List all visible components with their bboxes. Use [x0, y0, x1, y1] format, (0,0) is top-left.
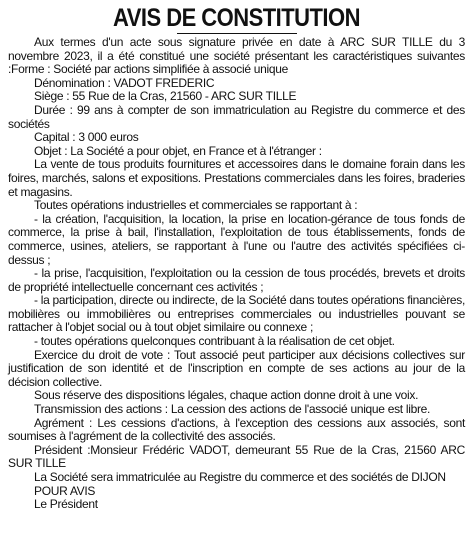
title-underline: [177, 33, 297, 34]
notice-paragraph-droit-vote: Exercice du droit de vote : Tout associé peut participer aux décisions collectives sur justification de son identité et de l'inscription en compte de ses actions au jour de la décision collective.: [8, 347, 465, 389]
notice-paragraph-president: Président :Monsieur Frédéric VADOT, demeurant 55 Rue de la Cras, 21560 ARC SUR TILLE: [8, 442, 465, 471]
notice-paragraph-procedes: - la prise, l'acquisition, l'exploitation ou la cession de tous procédés, brevets et droits de propriété intellectuelle concernant ces activités ;: [8, 266, 465, 294]
notice-paragraph-voix: Sous réserve des dispositions légales, chaque action donne droit à une voix.: [34, 388, 419, 403]
notice-paragraph-operations: Toutes opérations industrielles et commerciales se rapportant à :: [34, 198, 358, 213]
notice-paragraph-creation: - la création, l'acquisition, la location, la prise en location-gérance de tous fonds de commerce, la prise à bail, l'installation, l'exploitation de tous établissements, fonds de commerce, usines, ateliers, se rapportant à l'une ou l'autre des activités spécifiées ci-dessus ;: [8, 211, 465, 267]
notice-paragraph-vente: La vente de tous produits fournitures et accessoires dans le domaine forain dans les foires, marchés, salons et expositions. Prestations commerciales dans les foires, braderies et magasins.: [8, 157, 465, 199]
notice-body: [8, 36, 465, 512]
notice-paragraph-signature: Le Président: [34, 497, 98, 512]
notice-paragraph-agrement: Agrément : Les cessions d'actions, à l'exception des cessions aux associés, sont soumises à l'agrément de la collectivité des associés.: [8, 415, 465, 444]
notice-paragraph-denomination: Dénomination : VADOT FREDERIC: [34, 75, 215, 90]
notice-paragraph-duree: Durée : 99 ans à compter de son immatriculation au Registre du commerce et des sociétés: [8, 102, 465, 131]
notice-paragraph-immatriculation: La Société sera immatriculée au Registre du commerce et des sociétés de DIJON: [34, 470, 446, 484]
notice-paragraph-intro: Aux termes d'un acte sous signature privée en date à ARC SUR TILLE du 3 novembre 2023, il a été constitué une société présentant les caractéristiques suivantes :Forme : Société par actions simplifiée à associé unique: [8, 35, 465, 77]
notice-paragraph-participation: - la participation, directe ou indirecte, de la Société dans toutes opérations financières, mobilières ou immobilières ou entreprises commerciales ou industrielles pouvant se rattacher à l'objet social ou à tout objet similaire ou connexe ;: [8, 293, 465, 335]
notice-paragraph-toutes-operations: - toutes opérations quelconques contribuant à la réalisation de cet objet.: [34, 334, 395, 349]
notice-paragraph-transmission: Transmission des actions : La cession des actions de l'associé unique est libre.: [34, 402, 431, 417]
notice-title: AVIS DE CONSTITUTION: [113, 4, 360, 32]
notice-paragraph-pour-avis: POUR AVIS: [34, 483, 96, 498]
notice-paragraph-siege: Siège : 55 Rue de la Cras, 21560 - ARC SUR TILLE: [34, 89, 297, 104]
notice-paragraph-capital: Capital : 3 000 euros: [34, 130, 139, 145]
notice-paragraph-objet: Objet : La Société a pour objet, en France et à l'étranger :: [34, 143, 322, 158]
